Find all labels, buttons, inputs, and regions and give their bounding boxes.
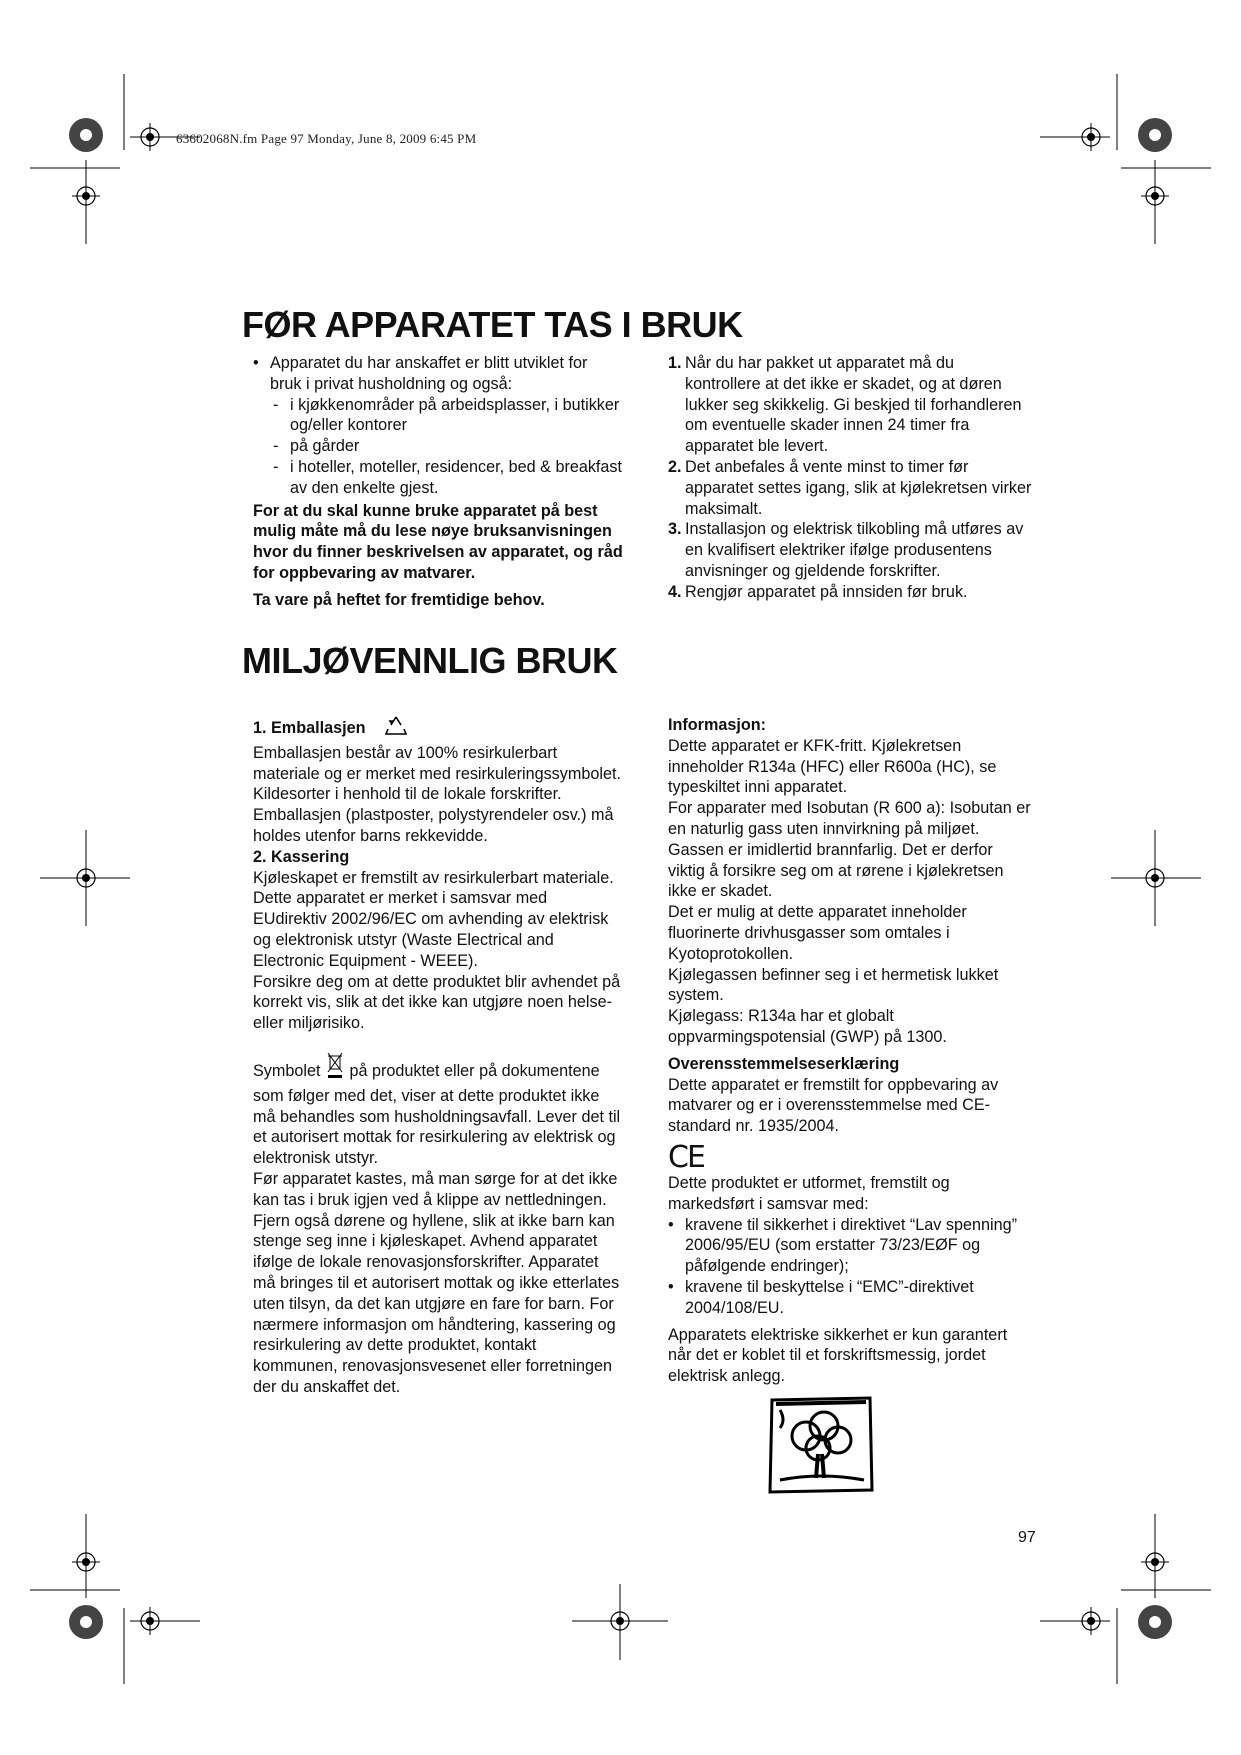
read-manual-note: For at du skal kunne bruke apparatet på best mulig måte må du lese nøye bruksanvisningen hvor du finner beskrivelsen av apparatet, og råd for oppbevaring av matvarer. bbox=[253, 501, 623, 582]
dash-item: - i kjøkkenområder på arbeidsplasser, i butikker og/eller kontorer bbox=[273, 395, 620, 435]
packaging-heading: 1. Emballasjen bbox=[253, 715, 623, 743]
before-use-right-column bbox=[668, 353, 1033, 603]
numbered-item: 3. Installasjon og elektrisk tilkobling må utføres av en kvalifisert elektriker ifølge produsentens anvisninger og gjeldende forskrifter. bbox=[668, 520, 1024, 580]
numbered-item: 2. Det anbefales å vente minst to timer før apparatet settes igang, slik at kjølekretsen virker maksimalt. bbox=[668, 457, 1032, 518]
disposal-heading: 2. Kassering bbox=[253, 847, 350, 866]
packaging-text: Emballasjen består av 100% resirkulerbart materiale og er merket med resirkuleringssymbolet. Kildesorter i henhold til de lokale forskrifter. Emballasjen (plastposter, polystyrendeler osv.) må holdes utenfor barns rekkevidde. bbox=[253, 743, 621, 845]
recycle-icon bbox=[384, 715, 408, 743]
registration-mark-icon bbox=[1077, 123, 1105, 151]
info-text-4: Kjølegassen befinner seg i et hermetisk lukket system. bbox=[668, 965, 999, 1005]
environment-left-column bbox=[253, 715, 623, 1398]
section-title-before-use: FØR APPARATET TAS I BRUK bbox=[242, 304, 743, 345]
conformity-text-3: Apparatets elektriske sikkerhet er kun garantert når det er koblet til et forskriftsmessig, jordet elektrisk anlegg. bbox=[668, 1325, 1008, 1386]
keep-booklet-note: Ta vare på heftet for fremtidige behov. bbox=[253, 590, 545, 609]
tree-logo-icon bbox=[766, 1394, 876, 1494]
info-text-5: Kjølegass: R134a har et globalt oppvarmingspotensial (GWP) på 1300. bbox=[668, 1007, 947, 1046]
crossed-bin-icon bbox=[325, 1050, 345, 1086]
registration-mark-icon bbox=[72, 1548, 100, 1576]
information-heading: Informasjon: bbox=[668, 716, 767, 734]
bullet-intro: • Apparatet du har anskaffet er blitt utviklet for bruk i privat husholdning og også: bbox=[253, 354, 588, 393]
remove-doors-text: Fjern også dørene og hyllene, slik at ikke barn kan stenge seg inne i kjøleskapet. Avhend apparatet ifølge de lokale renovasjonsforskrifter. Apparatet må bringes til et autorisert mottak og ikke etterlates uten tilsyn, da det kan utgjøre en fare for barn. For nærmere informasjon om håndtering, kassering og resirkulering av dette produktet, kontakt kommunen, renovasjonsvesenet eller forretningen der du anskaffet det. bbox=[253, 1211, 620, 1396]
registration-mark-icon bbox=[1141, 1548, 1169, 1576]
directive-bullet: • kravene til beskyttelse i “EMC”-direktivet 2004/108/EU. bbox=[668, 1277, 974, 1317]
disposal-text-2: Dette apparatet er merket i samsvar med EUdirektiv 2002/96/EC om avhending av elektrisk og elektronisk utstyr (Waste Electrical and Electronic Equipment - WEEE). bbox=[253, 889, 609, 970]
info-text-3: Det er mulig at dette apparatet inneholder fluorinerte drivhusgasser som omtales i Kyotoprotokollen. bbox=[668, 903, 967, 963]
conformity-heading: Overensstemmelseserklæring bbox=[668, 1054, 900, 1073]
before-use-left-column bbox=[253, 353, 623, 611]
registration-mark-icon bbox=[72, 182, 100, 210]
page-number: 97 bbox=[1018, 1529, 1036, 1546]
registration-mark-icon bbox=[1077, 1607, 1105, 1635]
disposal-text-1: Kjøleskapet er fremstilt av resirkulerbart materiale. bbox=[253, 868, 614, 887]
info-text-2: For apparater med Isobutan (R 600 a): Isobutan er en naturlig gass uten innvirkning på miljøet. Gassen er imidlertid brannfarlig. Det er derfor viktig å forsikre seg om at rørene i kjølekretsen ikke er skadet. bbox=[668, 799, 1031, 901]
info-text-1: Dette apparatet er KFK-fritt. Kjølekretsen inneholder R134a (HFC) eller R600a (HC), se typeskiltet inni apparatet. bbox=[668, 736, 997, 797]
disposal-text-3: Forsikre deg om at dette produktet blir avhendet på korrekt vis, slik at det ikke kan utgjøre noen helse- eller miljørisiko. bbox=[253, 972, 621, 1033]
registration-mark-icon bbox=[1141, 182, 1169, 210]
numbered-item: 1. Når du har pakket ut apparatet må du kontrollere at det ikke er skadet, og at døren lukker seg skikkelig. Gi beskjed til forhandleren om eventuelle skader innen 24 timer fra apparatet ble levert. bbox=[668, 354, 1022, 456]
dash-item: - i hoteller, moteller, residencer, bed & breakfast av den enkelte gjest. bbox=[273, 457, 623, 497]
dash-item: - på gårder bbox=[273, 437, 360, 456]
weee-symbol-text: Symbolet på produktet eller på dokumentene som følger med det, viser at dette produktet ikke må behandles som husholdningsavfall. Lever det til et autorisert mottak for resirkulering av elektrisk og elektronisk utstyr. bbox=[253, 1050, 623, 1169]
file-header: 63602068N.fm Page 97 Monday, June 8, 2009 6:45 PM bbox=[176, 131, 477, 146]
section-title-environment: MILJØVENNLIG BRUK bbox=[242, 640, 618, 681]
environment-right-column bbox=[668, 715, 1033, 1387]
numbered-item: 4. Rengjør apparatet på innsiden før bruk. bbox=[668, 582, 968, 601]
conformity-text-1: Dette apparatet er fremstilt for oppbevaring av matvarer og er i overensstemmelse med CE-standard nr. 1935/2004. bbox=[668, 1075, 999, 1136]
registration-mark-icon bbox=[136, 123, 164, 151]
conformity-text-2: Dette produktet er utformet, fremstilt og markedsført i samsvar med: bbox=[668, 1173, 950, 1213]
ce-mark-icon: CE bbox=[668, 1139, 704, 1175]
directive-bullet: • kravene til sikkerhet i direktivet “Lav spenning” 2006/95/EU (som erstatter 73/23/EØF og påfølgende endringer); bbox=[668, 1215, 1017, 1276]
registration-mark-icon bbox=[136, 1607, 164, 1635]
cut-cable-text: Før apparatet kastes, må man sørge for at det ikke kan tas i bruk igjen ved å klippe av nettledningen. bbox=[253, 1169, 618, 1209]
